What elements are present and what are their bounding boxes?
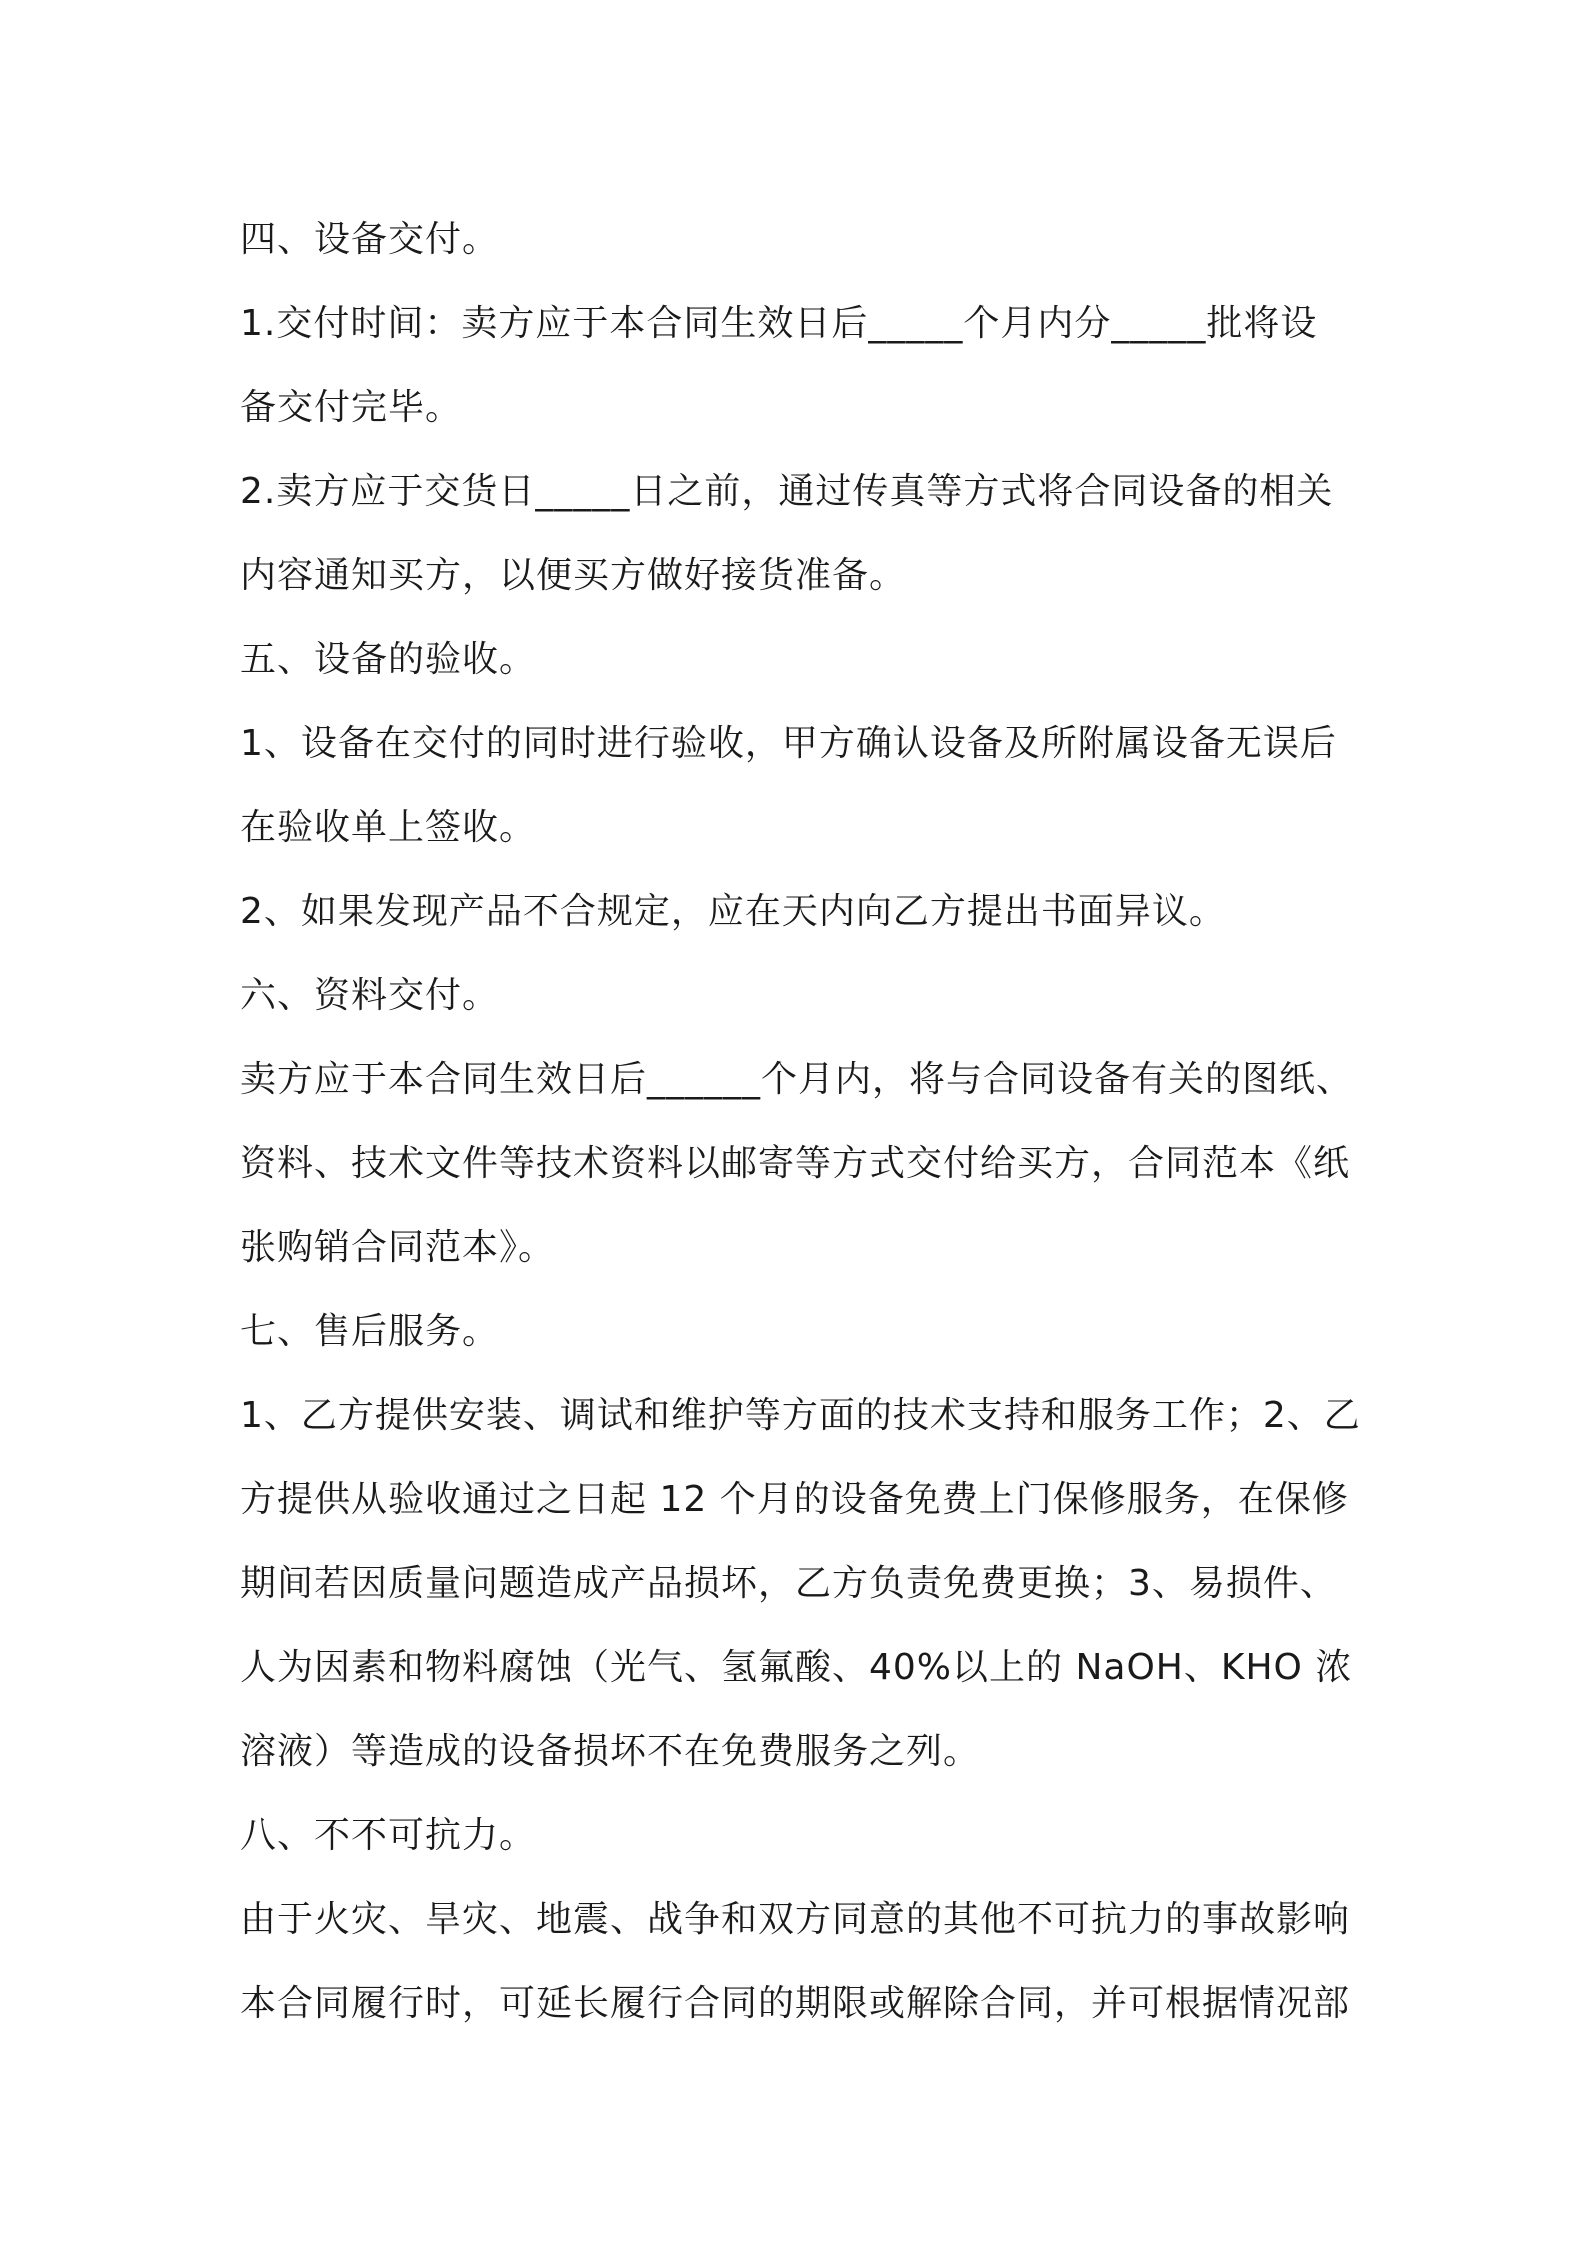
paragraph-line: 在验收单上签收。: [240, 807, 537, 848]
document-body: [240, 198, 1360, 2046]
paragraph-line: 溶液）等造成的设备损坏不在免费服务之列。: [240, 1731, 981, 1772]
paragraph-line: 2、如果发现产品不合规定，应在天内向乙方提出书面异议。: [240, 891, 1226, 932]
paragraph-line: 1.交付时间：卖方应于本合同生效日后_____个月内分_____批将设: [240, 303, 1318, 344]
section-heading-delivery: 四、设备交付。: [240, 219, 500, 260]
section-heading-acceptance: 五、设备的验收。: [240, 639, 537, 680]
paragraph-line: 卖方应于本合同生效日后______个月内，将与合同设备有关的图纸、: [240, 1059, 1354, 1100]
paragraph-line: 备交付完毕。: [240, 387, 463, 428]
paragraph-line: 本合同履行时，可延长履行合同的期限或解除合同，并可根据情况部: [240, 1983, 1351, 2024]
paragraph-line: 1、设备在交付的同时进行验收，甲方确认设备及所附属设备无误后: [240, 723, 1337, 764]
paragraph-line: 人为因素和物料腐蚀（光气、氢氟酸、40%以上的 NaOH、KHO 浓: [240, 1647, 1353, 1688]
section-heading-documents: 六、资料交付。: [240, 975, 500, 1016]
paragraph-line: 2.卖方应于交货日_____日之前，通过传真等方式将合同设备的相关: [240, 471, 1334, 512]
paragraph-line: 资料、技术文件等技术资料以邮寄等方式交付给买方，合同范本《纸: [240, 1143, 1351, 1184]
section-heading-after-sales: 七、售后服务。: [240, 1311, 500, 1352]
paragraph-line: 内容通知买方，以便买方做好接货准备。: [240, 555, 907, 596]
paragraph-line: 张购销合同范本》。: [240, 1227, 556, 1268]
paragraph-line: 由于火灾、旱灾、地震、战争和双方同意的其他不可抗力的事故影响: [240, 1899, 1351, 1940]
paragraph-line: 方提供从验收通过之日起 12 个月的设备免费上门保修服务，在保修: [240, 1479, 1349, 1520]
paragraph-line: 1、乙方提供安装、调试和维护等方面的技术支持和服务工作；2、乙: [240, 1395, 1361, 1436]
paragraph-line: 期间若因质量问题造成产品损坏，乙方负责免费更换；3、易损件、: [240, 1563, 1337, 1604]
section-heading-force-majeure: 八、不不可抗力。: [240, 1815, 537, 1856]
